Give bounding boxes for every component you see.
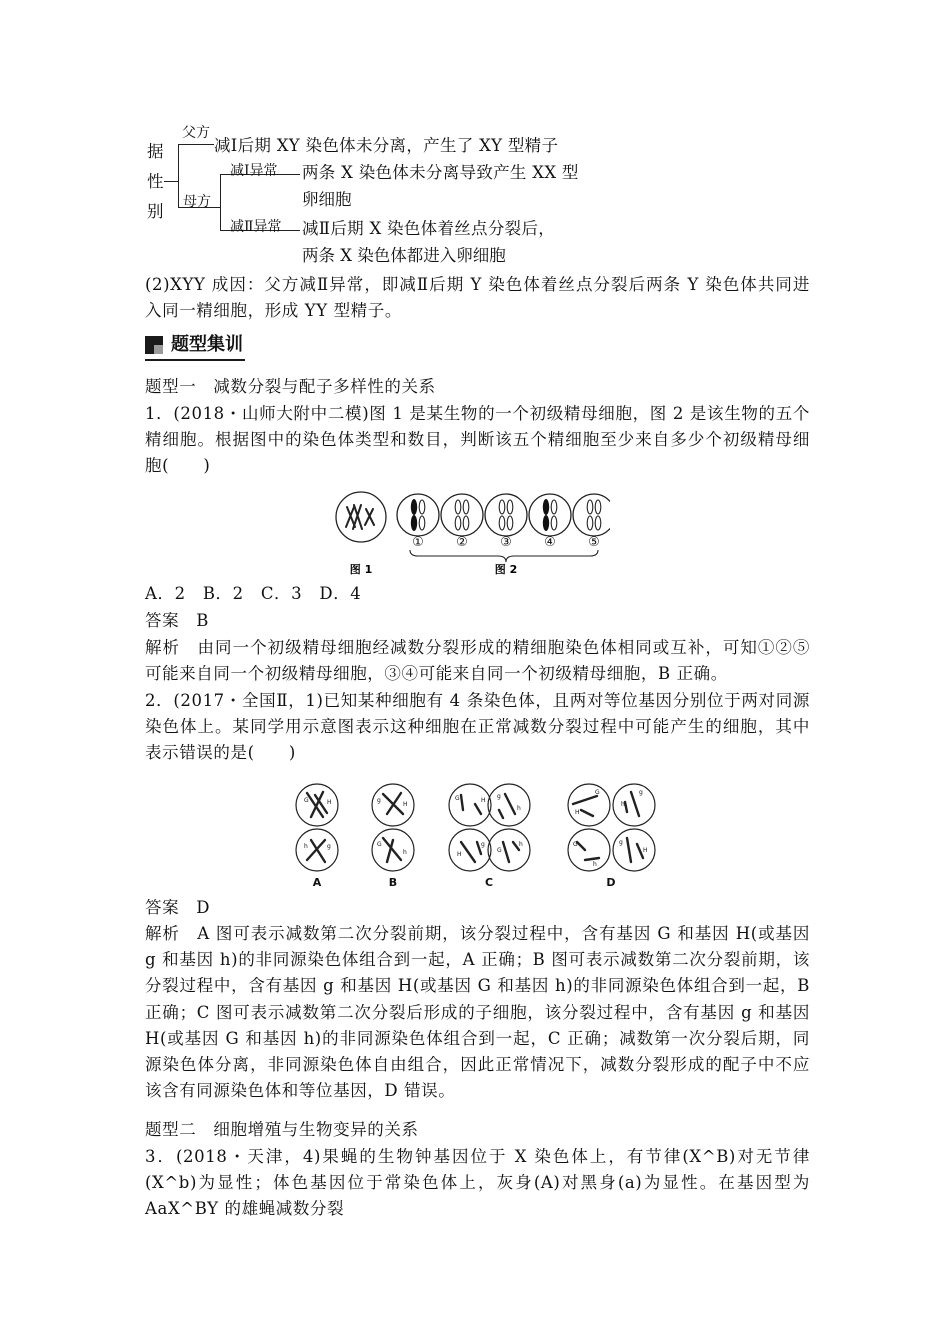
tree-root-1: 据	[147, 142, 164, 161]
meiosis1-abnormal-label: 减Ⅰ异常	[230, 163, 278, 179]
gene-label: G	[377, 841, 382, 848]
meiosis1-text-2: 卵细胞	[302, 190, 352, 209]
q1-analysis: 解析 由同一个初级精母细胞经减数分裂形成的精细胞染色体相同或互补，可知①②⑤可能来自同一个初级精母细胞，③④可能来自同一个初级精母细胞，B 正确。	[145, 638, 810, 684]
q2-answer: 答案 D	[145, 898, 211, 917]
tree-connector	[178, 144, 179, 207]
q1-figure	[330, 488, 610, 580]
q1-answer: 答案 B	[145, 611, 210, 630]
tree-connector	[164, 181, 178, 182]
tree-root-3: 别	[147, 202, 164, 221]
gene-label: h	[517, 805, 521, 812]
meiosis2-abnormal-label: 减Ⅱ异常	[230, 219, 282, 235]
tree-connector	[178, 144, 214, 145]
q3-stem: 3．(2018・天津，4)果蝇的生物钟基因位于 X 染色体上，有节律(X^B)对无节律(X^b)为显性；体色基因位于常染色体上，灰身(A)对黑身(a)为显性。在基因型为 AaX^BY 的雄蝇减数分裂	[145, 1147, 810, 1219]
gene-label: H	[643, 847, 648, 854]
cell-number-2: ②	[456, 535, 468, 550]
section-heading	[145, 332, 665, 360]
meiosis2-text-2: 两条 X 染色体都进入卵细胞	[302, 246, 506, 265]
option-c-label: C	[484, 876, 494, 889]
gene-label: G	[595, 789, 600, 796]
gene-label: G	[497, 847, 502, 854]
gene-label: H	[403, 801, 408, 808]
gene-label: g	[497, 793, 501, 800]
gene-label: G	[455, 795, 460, 802]
gene-label: h	[621, 801, 625, 808]
meiosis2-text: 减Ⅱ后期 X 染色体着丝点分裂后，	[302, 219, 556, 238]
father-label: 父方	[182, 125, 210, 141]
gene-label: h	[304, 843, 308, 850]
section-icon	[145, 336, 163, 354]
cell-number-4: ④	[544, 535, 556, 550]
gene-label: g	[377, 797, 381, 804]
q1-options: A．2 B．2 C．3 D．4	[145, 584, 362, 603]
cell-number-5: ⑤	[588, 535, 600, 550]
cell-number-3: ③	[500, 535, 512, 550]
gene-label: h	[519, 841, 523, 848]
option-b-label: B	[388, 876, 398, 889]
xyy-cause: (2)XYY 成因：父方减Ⅱ异常，即减Ⅱ后期 Y 染色体着丝点分裂后两条 Y 染色体共同进入同一精细胞，形成 YY 型精子。	[145, 275, 810, 321]
gene-label: g	[639, 789, 643, 796]
gene-label: H	[481, 797, 486, 804]
father-text: 减Ⅰ后期 XY 染色体未分离，产生了 XY 型精子	[214, 136, 559, 155]
option-d-label: D	[606, 876, 616, 889]
gene-label: h	[593, 861, 597, 868]
gene-label: H	[457, 851, 462, 858]
gene-label: g	[619, 839, 623, 846]
q1-stem: 1．(2018・山师大附中二模)图 1 是某生物的一个初级精母细胞，图 2 是该生物的五个精细胞。根据图中的染色体类型和数目，判断该五个精细胞至少来自多少个初级精母细胞( )	[145, 404, 810, 476]
cell-number-1: ①	[412, 535, 424, 550]
gene-label: g	[481, 841, 485, 848]
gene-label: G	[304, 797, 309, 804]
gene-label: H	[327, 799, 332, 806]
q2-analysis: 解析 A 图可表示减数第二次分裂前期，该分裂过程中，含有基因 G 和基因 H(或基因 g 和基因 h)的非同源染色体组合到一起，A 正确；B 图可表示减数第二次分裂前期，该分裂过程中，含有基因 g 和基因 H(或基因 G 和基因 h)的非同源染色体组合到一起，B 正确；C 图可表示减数第二次分裂后形成的子细胞，该分裂过程中，含有基因 g 和基因 H(或基因 G 和基因 h)的非同源染色体组合到一起，C 正确；减数第一次分裂后期，同源染色体分离，非同源染色体自由组合，因此正常情况下，减数分裂形成的配子中不应该含有同源染色体和等位基因，D 错误。	[145, 924, 810, 1101]
gene-label: G	[573, 841, 578, 848]
figure-2-label: 图 2	[494, 563, 518, 576]
gene-label: g	[327, 843, 331, 850]
q2-stem: 2．(2017・全国Ⅱ，1)已知某种细胞有 4 条染色体，且两对等位基因分别位于两对同源染色体上。某同学用示意图表示这种细胞在正常减数分裂过程中可能产生的细胞，其中表示错误的是( )	[145, 691, 810, 763]
mother-label: 母方	[183, 194, 211, 210]
figure-1-label: 图 1	[349, 563, 373, 576]
gene-label: H	[575, 809, 580, 816]
tree-connector	[220, 174, 221, 230]
section-title: 题型集训	[171, 334, 243, 355]
gene-label: h	[403, 849, 407, 856]
type2-heading: 题型二 细胞增殖与生物变异的关系	[145, 1120, 419, 1139]
tree-root-2: 性	[147, 172, 164, 191]
heading-underline	[145, 359, 245, 361]
type1-heading: 题型一 减数分裂与配子多样性的关系	[145, 377, 436, 396]
meiosis1-text: 两条 X 染色体未分离导致产生 XX 型	[302, 163, 579, 182]
option-a-label: A	[312, 876, 322, 889]
q2-figure	[293, 780, 663, 892]
